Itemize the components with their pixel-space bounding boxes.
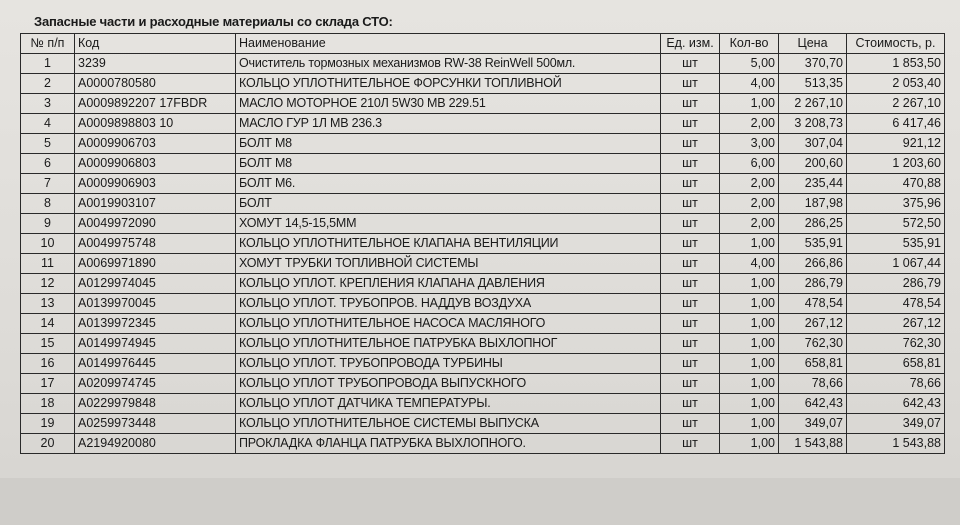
- cell-price: 513,35: [779, 74, 847, 94]
- cell-qty: 6,00: [720, 154, 779, 174]
- cell-name: КОЛЬЦО УПЛОТНИТЕЛЬНОЕ ПАТРУБКА ВЫХЛОПНОГ: [236, 334, 661, 354]
- cell-cost: 286,79: [847, 274, 945, 294]
- cell-name: КОЛЬЦО УПЛОТНИТЕЛЬНОЕ КЛАПАНА ВЕНТИЛЯЦИИ: [236, 234, 661, 254]
- cell-cost: 1 067,44: [847, 254, 945, 274]
- cell-price: 187,98: [779, 194, 847, 214]
- cell-name: ПРОКЛАДКА ФЛАНЦА ПАТРУБКА ВЫХЛОПНОГО.: [236, 434, 661, 454]
- cell-unit: шт: [661, 74, 720, 94]
- cell-cost: 2 053,40: [847, 74, 945, 94]
- table-row: [21, 94, 945, 114]
- cell-code: A0149976445: [75, 354, 236, 374]
- cell-unit: шт: [661, 414, 720, 434]
- table-row: [21, 174, 945, 194]
- cell-qty: 4,00: [720, 254, 779, 274]
- cell-cost: 349,07: [847, 414, 945, 434]
- cell-number: 3: [21, 94, 75, 114]
- cell-price: 267,12: [779, 314, 847, 334]
- cell-price: 307,04: [779, 134, 847, 154]
- cell-name: МАСЛО МОТОРНОЕ 210Л 5W30 MB 229.51: [236, 94, 661, 114]
- table-row: [21, 334, 945, 354]
- cell-price: 78,66: [779, 374, 847, 394]
- cell-price: 658,81: [779, 354, 847, 374]
- table-row: [21, 54, 945, 74]
- cell-qty: 1,00: [720, 94, 779, 114]
- cell-cost: 478,54: [847, 294, 945, 314]
- cell-code: A0009892207 17FBDR: [75, 94, 236, 114]
- table-row: [21, 354, 945, 374]
- parts-table: [20, 33, 945, 454]
- cell-qty: 1,00: [720, 314, 779, 334]
- document-title: Запасные части и расходные материалы со склада СТО:: [34, 14, 393, 29]
- cell-code: A0009898803 10: [75, 114, 236, 134]
- cell-unit: шт: [661, 234, 720, 254]
- cell-code: A0009906803: [75, 154, 236, 174]
- cell-qty: 2,00: [720, 214, 779, 234]
- cell-price: 370,70: [779, 54, 847, 74]
- cell-name: КОЛЬЦО УПЛОТ. ТРУБОПРОВОДА ТУРБИНЫ: [236, 354, 661, 374]
- cell-unit: шт: [661, 254, 720, 274]
- cell-price: 642,43: [779, 394, 847, 414]
- cell-code: A0129974045: [75, 274, 236, 294]
- cell-code: A0049972090: [75, 214, 236, 234]
- cell-qty: 2,00: [720, 114, 779, 134]
- cell-unit: шт: [661, 294, 720, 314]
- cell-number: 17: [21, 374, 75, 394]
- cell-number: 6: [21, 154, 75, 174]
- cell-cost: 470,88: [847, 174, 945, 194]
- cell-price: 266,86: [779, 254, 847, 274]
- cell-cost: 1 543,88: [847, 434, 945, 454]
- cell-number: 20: [21, 434, 75, 454]
- cell-qty: 1,00: [720, 414, 779, 434]
- cell-code: A0259973448: [75, 414, 236, 434]
- cell-unit: шт: [661, 94, 720, 114]
- cell-cost: 267,12: [847, 314, 945, 334]
- header-code: Код: [75, 34, 236, 54]
- cell-price: 3 208,73: [779, 114, 847, 134]
- table-header-row: [21, 34, 945, 54]
- cell-number: 14: [21, 314, 75, 334]
- cell-name: БОЛТ M8: [236, 134, 661, 154]
- cell-price: 478,54: [779, 294, 847, 314]
- cell-name: КОЛЬЦО УПЛОТНИТЕЛЬНОЕ ФОРСУНКИ ТОПЛИВНОЙ: [236, 74, 661, 94]
- cell-unit: шт: [661, 134, 720, 154]
- cell-code: A0000780580: [75, 74, 236, 94]
- cell-unit: шт: [661, 174, 720, 194]
- cell-name: КОЛЬЦО УПЛОТНИТЕЛЬНОЕ НАСОСА МАСЛЯНОГО: [236, 314, 661, 334]
- cell-number: 8: [21, 194, 75, 214]
- cell-name: БОЛТ: [236, 194, 661, 214]
- cell-price: 1 543,88: [779, 434, 847, 454]
- cell-number: 4: [21, 114, 75, 134]
- cell-qty: 1,00: [720, 334, 779, 354]
- table-row: [21, 294, 945, 314]
- table-row: [21, 134, 945, 154]
- cell-number: 15: [21, 334, 75, 354]
- table-row: [21, 74, 945, 94]
- cell-number: 11: [21, 254, 75, 274]
- cell-number: 10: [21, 234, 75, 254]
- table-row: [21, 374, 945, 394]
- cell-name: КОЛЬЦО УПЛОТ. КРЕПЛЕНИЯ КЛАПАНА ДАВЛЕНИЯ: [236, 274, 661, 294]
- cell-cost: 762,30: [847, 334, 945, 354]
- cell-cost: 6 417,46: [847, 114, 945, 134]
- cell-qty: 1,00: [720, 394, 779, 414]
- table-row: [21, 434, 945, 454]
- cell-unit: шт: [661, 354, 720, 374]
- cell-price: 2 267,10: [779, 94, 847, 114]
- cell-name: КОЛЬЦО УПЛОТ. ТРУБОПРОВ. НАДДУВ ВОЗДУХА: [236, 294, 661, 314]
- header-number: № п/п: [21, 34, 75, 54]
- table-row: [21, 314, 945, 334]
- cell-cost: 658,81: [847, 354, 945, 374]
- cell-cost: 1 853,50: [847, 54, 945, 74]
- cell-name: ХОМУТ 14,5-15,5ММ: [236, 214, 661, 234]
- cell-code: A0009906903: [75, 174, 236, 194]
- table-row: [21, 394, 945, 414]
- cell-name: КОЛЬЦО УПЛОТНИТЕЛЬНОЕ СИСТЕМЫ ВЫПУСКА: [236, 414, 661, 434]
- cell-code: A0019903107: [75, 194, 236, 214]
- cell-qty: 1,00: [720, 434, 779, 454]
- cell-name: БОЛТ M8: [236, 154, 661, 174]
- cell-price: 286,79: [779, 274, 847, 294]
- cell-code: A0069971890: [75, 254, 236, 274]
- cell-unit: шт: [661, 314, 720, 334]
- cell-number: 12: [21, 274, 75, 294]
- cell-qty: 1,00: [720, 234, 779, 254]
- cell-price: 762,30: [779, 334, 847, 354]
- table-row: [21, 214, 945, 234]
- background-surface: [0, 478, 960, 525]
- cell-cost: 375,96: [847, 194, 945, 214]
- cell-number: 2: [21, 74, 75, 94]
- cell-price: 235,44: [779, 174, 847, 194]
- cell-unit: шт: [661, 434, 720, 454]
- cell-unit: шт: [661, 374, 720, 394]
- header-price: Цена: [779, 34, 847, 54]
- table-row: [21, 234, 945, 254]
- cell-code: A0139970045: [75, 294, 236, 314]
- cell-unit: шт: [661, 274, 720, 294]
- table-row: [21, 254, 945, 274]
- cell-qty: 1,00: [720, 374, 779, 394]
- cell-code: 3239: [75, 54, 236, 74]
- cell-name: МАСЛО ГУР 1Л MB 236.3: [236, 114, 661, 134]
- cell-qty: 2,00: [720, 174, 779, 194]
- cell-name: БОЛТ M6.: [236, 174, 661, 194]
- cell-number: 9: [21, 214, 75, 234]
- cell-name: КОЛЬЦО УПЛОТ ТРУБОПРОВОДА ВЫПУСКНОГО: [236, 374, 661, 394]
- cell-number: 18: [21, 394, 75, 414]
- cell-cost: 78,66: [847, 374, 945, 394]
- cell-code: A0049975748: [75, 234, 236, 254]
- header-cost: Стоимость, р.: [847, 34, 945, 54]
- table-row: [21, 414, 945, 434]
- cell-unit: шт: [661, 54, 720, 74]
- table-row: [21, 194, 945, 214]
- cell-unit: шт: [661, 214, 720, 234]
- cell-cost: 1 203,60: [847, 154, 945, 174]
- header-name: Наименование: [236, 34, 661, 54]
- cell-code: A0149974945: [75, 334, 236, 354]
- cell-unit: шт: [661, 394, 720, 414]
- cell-price: 200,60: [779, 154, 847, 174]
- cell-cost: 572,50: [847, 214, 945, 234]
- cell-number: 16: [21, 354, 75, 374]
- header-unit: Ед. изм.: [661, 34, 720, 54]
- cell-cost: 535,91: [847, 234, 945, 254]
- header-qty: Кол-во: [720, 34, 779, 54]
- cell-code: A0009906703: [75, 134, 236, 154]
- cell-qty: 5,00: [720, 54, 779, 74]
- cell-unit: шт: [661, 154, 720, 174]
- cell-qty: 4,00: [720, 74, 779, 94]
- table-row: [21, 114, 945, 134]
- table-row: [21, 154, 945, 174]
- cell-code: A0139972345: [75, 314, 236, 334]
- cell-number: 5: [21, 134, 75, 154]
- cell-number: 13: [21, 294, 75, 314]
- cell-unit: шт: [661, 194, 720, 214]
- cell-name: КОЛЬЦО УПЛОТ ДАТЧИКА ТЕМПЕРАТУРЫ.: [236, 394, 661, 414]
- cell-unit: шт: [661, 114, 720, 134]
- cell-name: ХОМУТ ТРУБКИ ТОПЛИВНОЙ СИСТЕМЫ: [236, 254, 661, 274]
- cell-qty: 2,00: [720, 194, 779, 214]
- table-row: [21, 274, 945, 294]
- cell-name: Очиститель тормозных механизмов RW-38 ReinWell 500мл.: [236, 54, 661, 74]
- cell-qty: 3,00: [720, 134, 779, 154]
- cell-cost: 642,43: [847, 394, 945, 414]
- cell-number: 1: [21, 54, 75, 74]
- cell-qty: 1,00: [720, 354, 779, 374]
- cell-cost: 921,12: [847, 134, 945, 154]
- cell-code: A2194920080: [75, 434, 236, 454]
- cell-cost: 2 267,10: [847, 94, 945, 114]
- cell-code: A0209974745: [75, 374, 236, 394]
- cell-code: A0229979848: [75, 394, 236, 414]
- cell-number: 7: [21, 174, 75, 194]
- cell-number: 19: [21, 414, 75, 434]
- cell-price: 535,91: [779, 234, 847, 254]
- cell-qty: 1,00: [720, 294, 779, 314]
- cell-price: 286,25: [779, 214, 847, 234]
- cell-qty: 1,00: [720, 274, 779, 294]
- cell-price: 349,07: [779, 414, 847, 434]
- cell-unit: шт: [661, 334, 720, 354]
